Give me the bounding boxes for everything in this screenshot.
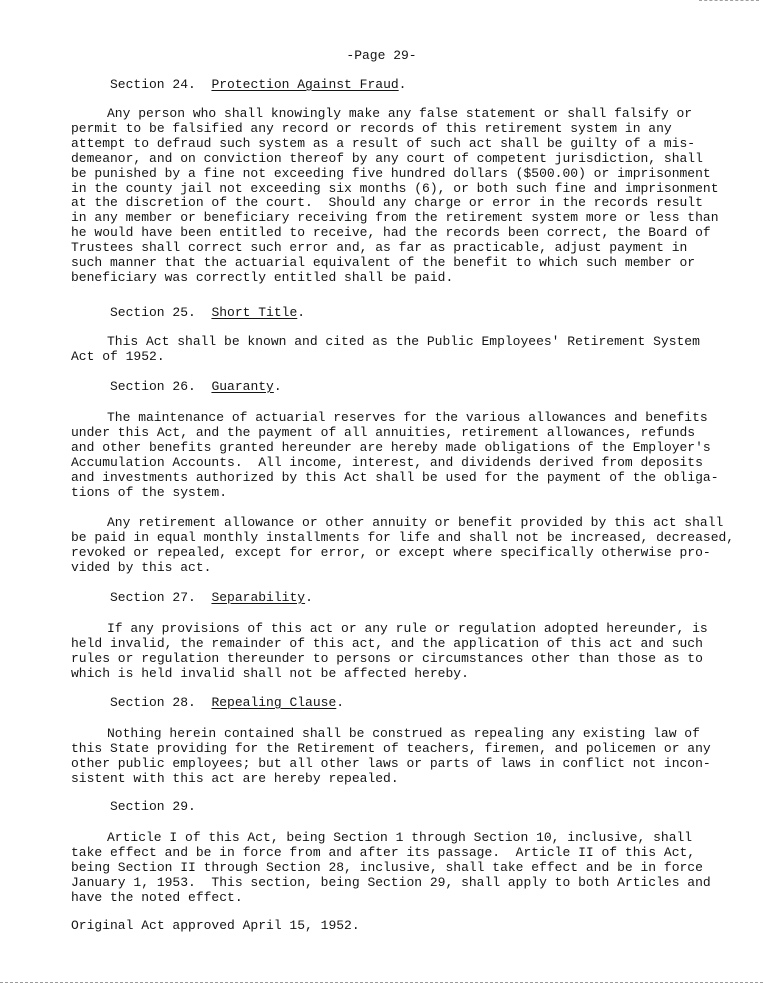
text-line: Nothing herein contained shall be construed as repealing any existing law of [107,726,700,741]
section-title: Guaranty [211,379,274,394]
text-line: such manner that the actuarial equivalent of the benefit to which such member or [71,255,696,271]
text-line: in any member or beneficiary receiving from the retirement system more or less than [71,210,719,226]
text-line: demeanor, and on conviction thereof by any court of competent jurisdiction, shall [71,150,703,166]
section-26-body-1 [71,410,719,500]
text-line: beneficiary was correctly entitled shall be paid. [71,269,454,285]
section-25-body [71,335,711,365]
section-29-body [71,831,711,906]
text-line: at the discretion of the court. Should any charge or error in the records result [71,195,703,211]
text-line: Trustees shall correct such error and, as far as practicable, adjust payment in [71,240,688,256]
section-title: Protection Against Fraud [211,77,399,92]
text-line: Any person who shall knowingly make any false statement or shall falsify or [107,106,693,121]
section-25-heading: Section 25. Short Title. [110,305,306,320]
section-number: Section 28. [110,695,196,710]
text-line: Original Act approved April 15, 1952. [71,918,360,933]
section-26-heading: Section 26. Guaranty. [110,379,282,394]
section-title: Short Title [211,305,298,320]
text-line: January 1, 1953. This section, being Section 29, shall apply to both Articles and [71,874,711,890]
text-line: revoked or repealed, except for error, or except where specifically otherwise pro- [71,544,711,560]
text-line: This Act shall be known and cited as the Public Employees' Retirement System [107,334,700,349]
text-line: and investments authorized by this Act shall be used for the payment of the obliga- [71,469,719,485]
text-line: be paid in equal monthly installments for life and shall not be increased, decreased, [71,529,735,545]
text-line: have the noted effect. [71,889,243,905]
section-27-body [71,622,711,682]
text-line: take effect and be in force from and after its passage. Article II of this Act, [71,844,696,860]
text-line: permit to be falsified any record or records of this retirement system in any [71,120,672,136]
section-number: Section 26. [110,379,196,394]
text-line: which is held invalid shall not be affected hereby. [71,665,469,681]
section-number: Section 24. [110,77,196,92]
text-line: Accumulation Accounts. All income, interest, and dividends derived from deposits [71,454,703,470]
section-number: Section 25. [110,305,196,320]
section-28-heading: Section 28. Repealing Clause. [110,695,345,710]
section-title: Repealing Clause [211,695,337,710]
text-line: be punished by a fine not exceeding five hundred dollars ($500.00) or imprisonment [71,165,711,181]
text-line: in the county jail not exceeding six months (6), or both such fine and imprisonment [71,180,719,196]
section-24-body [71,106,719,286]
text-line: rules or regulation thereunder to persons or circumstances other than those as to [71,650,703,666]
scan-bottom-edge [0,982,763,983]
text-line: Article I of this Act, being Section 1 through Section 10, inclusive, shall [107,830,693,845]
section-27-heading: Section 27. Separability. [110,590,313,605]
section-24-heading: Section 24. Protection Against Fraud. [110,77,407,92]
section-number: Section 27. [110,590,196,605]
text-line: The maintenance of actuarial reserves for the various allowances and benefits [107,410,708,425]
text-line: Any retirement allowance or other annuity or benefit provided by this act shall [107,515,724,530]
text-line: this State providing for the Retirement of teachers, firemen, and policemen or any [71,740,711,756]
section-28-body [71,727,711,787]
page-number: -Page 29- [346,48,417,63]
text-line: sistent with this act are hereby repealed. [71,770,399,786]
text-line: vided by this act. [71,559,212,575]
text-line: attempt to defraud such system as a result of such act shall be guilty of a mis- [71,135,696,151]
scan-edge-mark [699,0,759,1]
text-line: other public employees; but all other laws or parts of laws in conflict not incon- [71,755,711,771]
text-line: he would have been entitled to receive, had the records been correct, the Board of [71,225,711,241]
section-29-heading: Section 29. [110,799,196,814]
text-line: and other benefits granted hereunder are hereby made obligations of the Employer's [71,439,711,455]
text-line: under this Act, and the payment of all annuities, retirement allowances, refunds [71,424,696,440]
text-line: being Section II through Section 28, inclusive, shall take effect and be in force [71,859,703,875]
text-line: held invalid, the remainder of this act, and the application of this act and such [71,635,703,651]
approval-note [71,919,711,934]
section-26-body-2 [71,515,735,576]
section-title: Separability [211,590,306,605]
text-line: tions of the system. [71,484,228,500]
text-line: If any provisions of this act or any rule or regulation adopted hereunder, is [107,621,708,636]
text-line: Act of 1952. [71,348,165,364]
